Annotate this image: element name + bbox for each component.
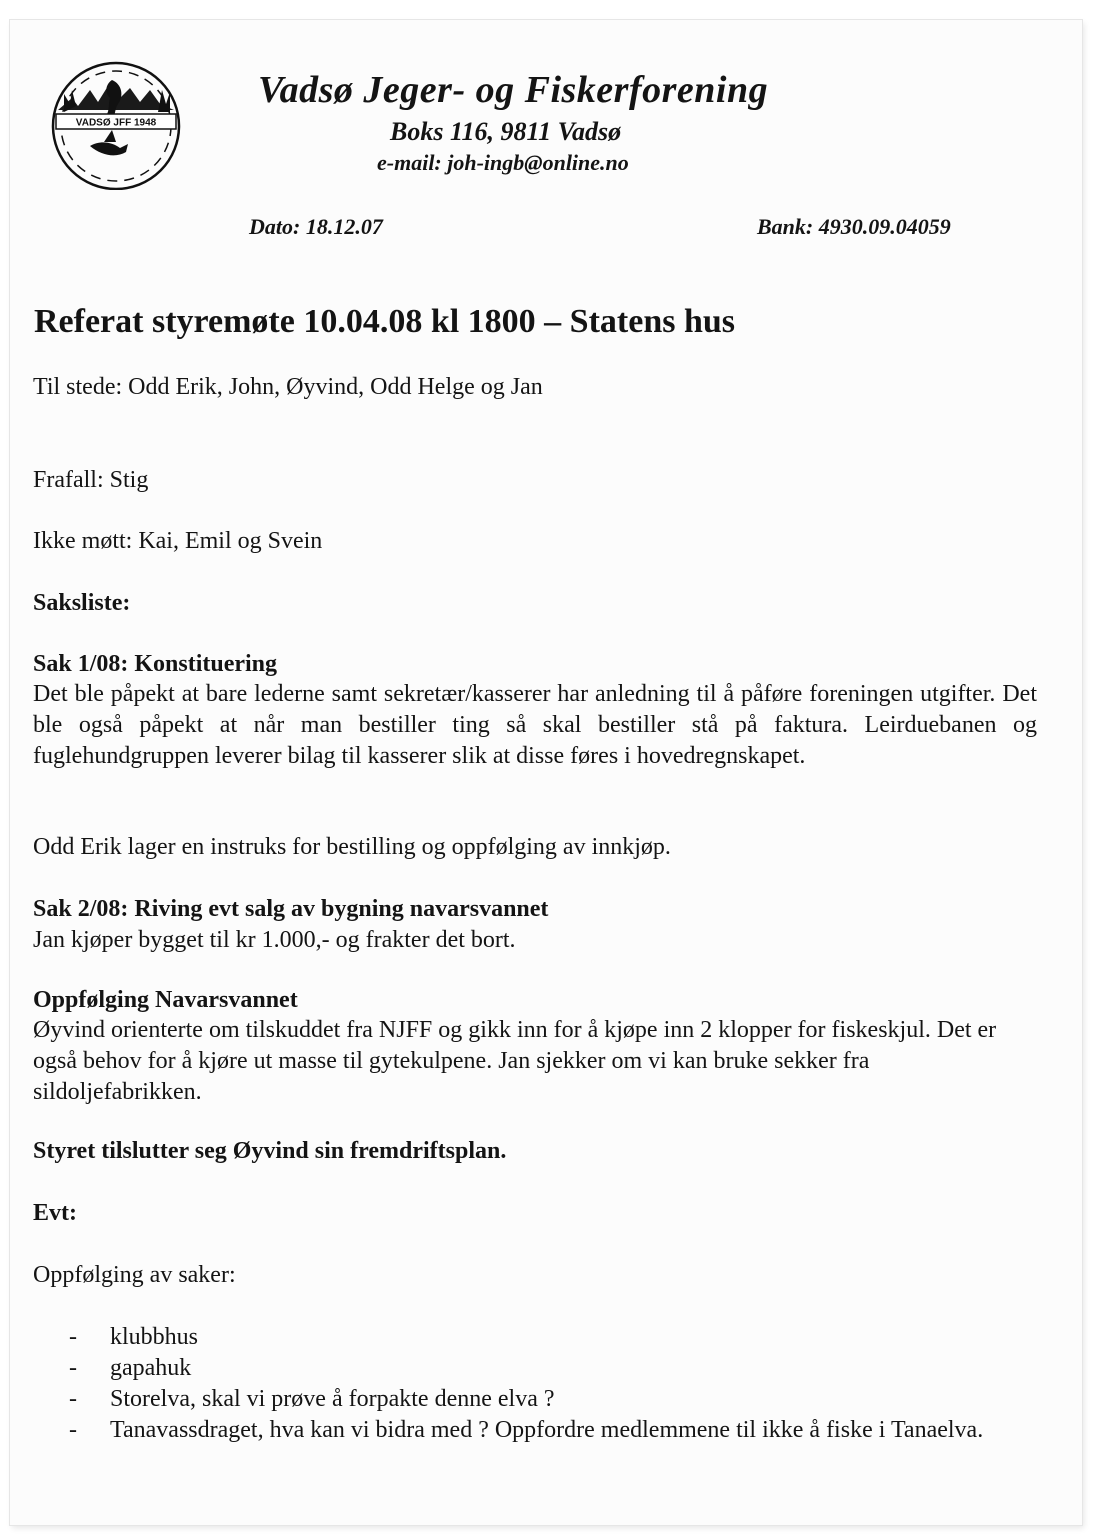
followup-heading: Oppfølging av saker: xyxy=(33,1262,236,1288)
present-line: Til stede: Odd Erik, John, Øyvind, Odd Helge og Jan xyxy=(33,374,543,400)
list-item: - Storelva, skal vi prøve å forpakte denne elva ? xyxy=(69,1386,555,1412)
list-item: - Tanavassdraget, hva kan vi bidra med ? Oppfordre medlemmene til ikke å fiske i Tanaelva. xyxy=(69,1417,984,1443)
not-attended-line: Ikke møtt: Kai, Emil og Svein xyxy=(33,528,323,554)
document-page xyxy=(10,20,1082,1525)
list-item: - gapahuk xyxy=(69,1355,192,1381)
item-1-followup: Odd Erik lager en instruks for bestilling og oppfølging av innkjøp. xyxy=(33,834,671,860)
agenda-heading: Saksliste: xyxy=(33,590,131,616)
board-decision: Styret tilslutter seg Øyvind sin fremdriftsplan. xyxy=(33,1138,507,1164)
organization-address: Boks 116, 9811 Vadsø xyxy=(390,117,622,146)
item-3-text: Øyvind orienterte om tilskuddet fra NJFF og gikk inn for å kjøpe inn 2 klopper for fiskeskjul. Det er også behov for å kjøre ut masse til gytekulpene. Jan sjekker om vi kan bruke sekker fra sildoljefabrikken. xyxy=(33,1017,997,1105)
item-3-heading: Oppfølging Navarsvannet xyxy=(33,987,298,1013)
document-date: Dato: 18.12.07 xyxy=(249,214,383,239)
organization-email: e-mail: joh-ingb@online.no xyxy=(377,150,629,175)
item-1-text: Det ble påpekt at bare lederne samt sekretær/kasserer har anledning til å påføre foreningen utgifter. Det ble også påpekt at når man bestiller ting så skal bestiller stå på faktura. Leirduebanen og fuglehundgruppen leverer bilag til kasserer slik at disse føres i hovedregnskapet. xyxy=(33,681,1037,769)
organization-name: Vadsø Jeger- og Fiskerforening xyxy=(258,69,769,111)
club-logo xyxy=(46,60,186,190)
misc-heading: Evt: xyxy=(33,1200,77,1226)
minutes-title: Referat styremøte 10.04.08 kl 1800 – Statens hus xyxy=(34,303,736,340)
item-1-heading: Sak 1/08: Konstituering xyxy=(33,651,278,677)
followup-list xyxy=(33,1322,1037,1446)
item-2-heading: Sak 2/08: Riving evt salg av bygning navarsvannet xyxy=(33,896,549,922)
bank-account: Bank: 4930.09.04059 xyxy=(757,214,951,239)
list-item: - klubbhus xyxy=(69,1324,199,1350)
absent-notice-line: Frafall: Stig xyxy=(33,467,149,493)
item-2-text: Jan kjøper bygget til kr 1.000,- og frakter det bort. xyxy=(33,927,516,953)
svg-text:VADSØ JFF 1948: VADSØ JFF 1948 xyxy=(75,117,157,129)
